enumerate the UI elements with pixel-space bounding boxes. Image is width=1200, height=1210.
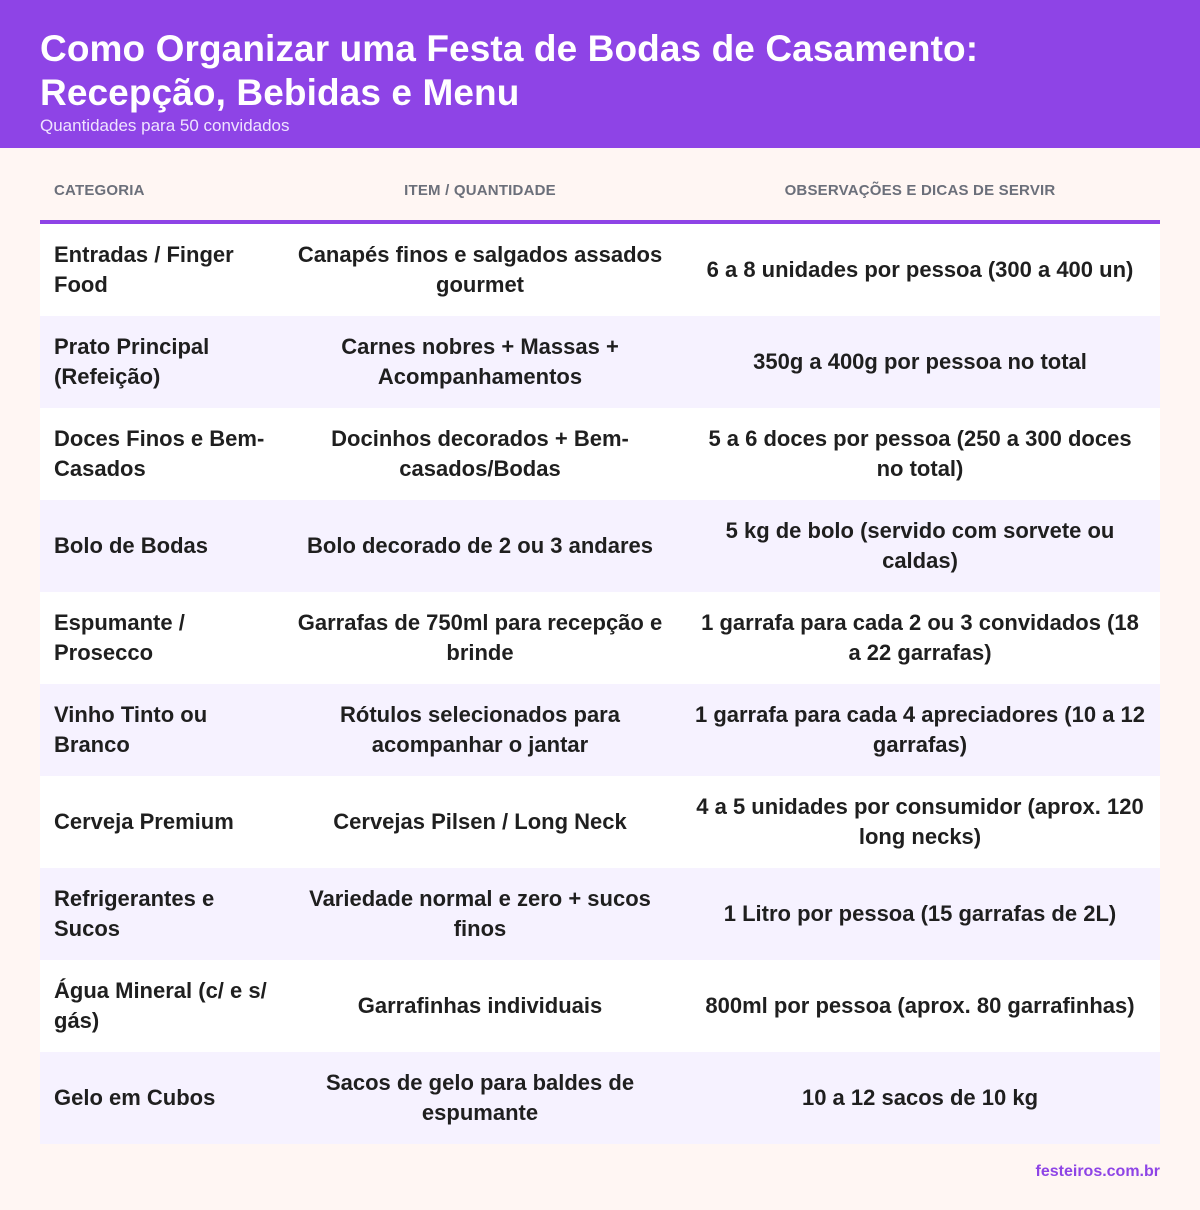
page-subtitle: Quantidades para 50 convidados [40,116,290,135]
row-item: Sacos de gelo para baldes de espumante [325,1070,635,1125]
row-notes: 1 garrafa para cada 4 apreciadores (10 a 12 garrafas) [694,702,1146,757]
row-item: Canapés finos e salgados assados gourmet [297,242,663,297]
table-row [40,776,1160,868]
table-row [40,684,1160,776]
row-item: Garrafas de 750ml para recepção e brinde [297,610,663,665]
table-row [40,408,1160,500]
row-item: Garrafinhas individuais [357,993,603,1018]
site-credit: festeiros.com.br [1035,1163,1160,1180]
header-banner [0,0,1200,148]
row-category: Espumante / Prosecco [54,610,185,665]
table-row [40,316,1160,408]
row-category: Água Mineral (c/ e s/ gás) [54,978,267,1033]
row-item: Variedade normal e zero + sucos finos [309,886,651,941]
table-row [40,960,1160,1052]
row-notes: 5 a 6 doces por pessoa (250 a 300 doces no total) [708,426,1132,481]
row-notes: 1 garrafa para cada 2 ou 3 convidados (18 a 22 garrafas) [701,610,1139,665]
row-notes: 6 a 8 unidades por pessoa (300 a 400 un) [706,257,1134,282]
row-category: Prato Principal (Refeição) [54,334,210,389]
row-category: Cerveja Premium [54,809,234,834]
row-notes: 4 a 5 unidades por consumidor (aprox. 120 long necks) [696,794,1144,849]
row-item: Bolo decorado de 2 ou 3 andares [307,533,653,558]
row-notes: 10 a 12 sacos de 10 kg [801,1085,1039,1110]
row-category: Doces Finos e Bem-Casados [54,426,265,481]
row-notes: 800ml por pessoa (aprox. 80 garrafinhas) [705,993,1135,1018]
row-category: Refrigerantes e Sucos [54,886,215,941]
row-category: Gelo em Cubos [54,1085,216,1110]
table-header [40,160,1160,224]
row-category: Entradas / Finger Food [54,242,234,297]
column-header-notes: OBSERVAÇÕES E DICAS DE SERVIR [784,181,1056,199]
row-item: Carnes nobres + Massas + Acompanhamentos [341,334,619,389]
column-header-category: CATEGORIA [54,181,145,199]
row-item: Docinhos decorados + Bem-casados/Bodas [331,426,629,481]
table-row [40,224,1160,316]
row-category: Bolo de Bodas [54,533,209,558]
row-notes: 5 kg de bolo (servido com sorvete ou caldas) [725,518,1115,573]
row-notes: 350g a 400g por pessoa no total [753,349,1087,374]
table-body [40,224,1160,1144]
row-item: Rótulos selecionados para acompanhar o jantar [340,702,620,757]
row-notes: 1 Litro por pessoa (15 garrafas de 2L) [723,901,1117,926]
table-row [40,500,1160,592]
table-row [40,868,1160,960]
row-item: Cervejas Pilsen / Long Neck [333,809,627,834]
column-header-item: ITEM / QUANTIDADE [404,181,556,199]
page-title: Como Organizar uma Festa de Bodas de Casamento: Recepção, Bebidas e Menu [40,28,979,113]
row-category: Vinho Tinto ou Branco [54,702,208,757]
table-row [40,592,1160,684]
quantities-table [40,160,1160,1144]
table-row [40,1052,1160,1144]
